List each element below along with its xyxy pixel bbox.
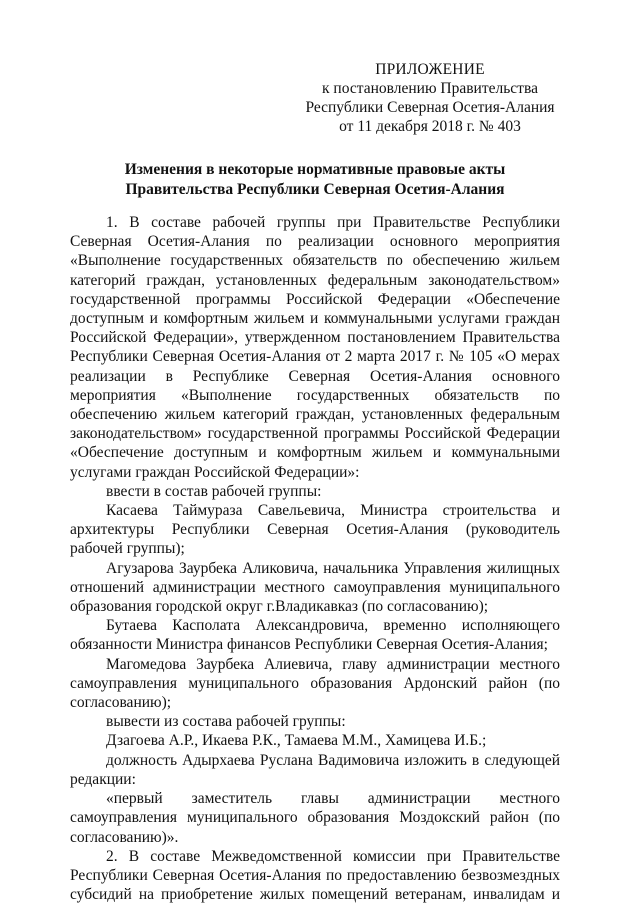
- appendix-block: [300, 60, 560, 136]
- appendix-line-3: от 11 декабря 2018 г. № 403: [339, 118, 521, 135]
- appendix-line-2: Республики Северная Осетия-Алания: [305, 99, 555, 116]
- appendix-line-1: к постановлению Правительства: [322, 80, 538, 97]
- paragraph-8: Дзагоева А.Р., Икаева Р.К., Тамаева М.М., Хамицева И.Б.;: [106, 732, 487, 750]
- appendix-heading: ПРИЛОЖЕНИЕ: [375, 61, 485, 78]
- paragraph-1: 1. В составе рабочей группы при Правительстве Республики Северная Осетия-Алания по реализации основного мероприятия «Выполнение государственных обязательств по обеспечению жильем категорий граждан, установленных федеральным законодательством» государственной программы Российской Федерации «Обеспечение доступным и комфортным жильем и коммунальными услугами граждан Российской Федерации», утвержденном постановлением Правительства Республики Северная Осетия-Алания от 2 марта 2017 г. № 105 «О мерах реализации в Республике Северная Осетия-Алания основного мероприятия «Выполнение государственных обязательств по обеспечению жильем категорий граждан, установленных федеральным законодательством» государственной программы Российской Федерации «Обеспечение доступным и комфортным жильем и коммунальными услугами граждан Российской Федерации»:: [70, 214, 560, 481]
- title-line-1: Изменения в некоторые нормативные правовые акты: [124, 161, 506, 178]
- paragraph-11: 2. В составе Межведомственной комиссии при Правительстве Республики Северная Осетия-Алания по предоставлению безвозмездных субсидий на приобретение жилых помещений ветеранам, инвалидам и: [70, 847, 560, 904]
- document-body: [70, 213, 560, 904]
- paragraph-5: Бутаева Касполата Александровича, временно исполняющего обязанности Министра финансов Республики Северная Осетия-Алания;: [70, 617, 560, 654]
- title-line-2: Правительства Республики Северная Осетия-Алания: [125, 180, 505, 198]
- paragraph-9: должность Адырхаева Руслана Вадимовича изложить в следующей редакции:: [70, 751, 560, 788]
- paragraph-3: Касаева Таймураза Савельевича, Министра строительства и архитектуры Республики Северная Осетия-Алания (руководитель рабочей группы);: [70, 502, 560, 558]
- document-title: [70, 160, 560, 199]
- paragraph-10: «первый заместитель главы администрации местного самоуправления муниципального образования Моздокский район (по согласованию)».: [70, 790, 560, 846]
- paragraph-7: вывести из состава рабочей группы:: [106, 713, 346, 731]
- paragraph-4: Агузарова Заурбека Аликовича, начальника Управления жилищных отношений администрации местного самоуправления муниципального образования городской округ г.Владикавказ (по согласованию);: [70, 559, 560, 616]
- paragraph-6: Магомедова Заурбека Алиевича, главу администрации местного самоуправления муниципального образования Ардонский район (по согласованию);: [70, 655, 560, 712]
- paragraph-2: ввести в состав рабочей группы:: [106, 482, 322, 500]
